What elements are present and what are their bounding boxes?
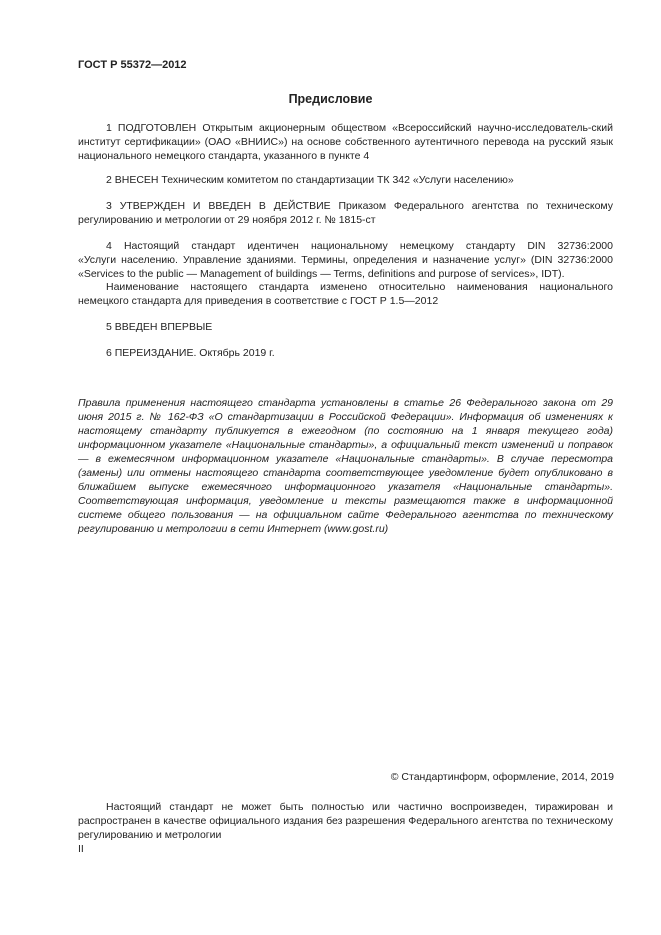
foreword-item-1: 1 ПОДГОТОВЛЕН Открытым акционерным обществом «Всероссийский научно-исследователь-ский институт сертификации» (ОАО «ВНИИС») на основе собственного аутентичного перевода на русский язык национального немецкого стандарта, указанного в пункте 4	[78, 122, 613, 162]
foreword-item-4-line-1: 4 Настоящий стандарт идентичен национальному немецкому стандарту DIN 32736:2000	[106, 240, 613, 252]
copyright-line: © Стандартинформ, оформление, 2014, 2019	[390, 771, 614, 783]
page-number: II	[78, 843, 84, 855]
foreword-item-6: 6 ПЕРЕИЗДАНИЕ. Октябрь 2019 г.	[106, 347, 275, 359]
foreword-item-4-rename: Наименование настоящего стандарта изменено относительно наименования национального немецкого стандарта для приведения в соответствие с ГОСТ Р 1.5—2012	[78, 281, 613, 307]
document-code: ГОСТ Р 55372—2012	[78, 59, 187, 71]
foreword-item-4-line-3: «Services to the public — Management of buildings — Terms, definitions and purpose of services», IDT).	[78, 268, 565, 280]
foreword-item-3: 3 УТВЕРЖДЕН И ВВЕДЕН В ДЕЙСТВИЕ Приказом Федерального агентства по техническому регулированию и метрологии от 29 ноября 2012 г. № 1815-ст	[78, 200, 613, 226]
page-title: Предисловие	[288, 92, 373, 106]
application-rules-note: Правила применения настоящего стандарта установлены в статье 26 Федерального закона от 29 июня 2015 г. № 162-ФЗ «О стандартизации в Российской Федерации». Информация об изменениях к настоящему стандарту публикуется в ежегодном (по состоянию на 1 января текущего года) информационном указателе «Национальные стандарты», а официальный текст изменений и поправок — в ежемесячном информационном указателе «Национальные стандарты». В случае пересмотра (замены) или отмены настоящего стандарта соответствующее уведомление будет опубликовано в ближайшем выпуске ежемесячного информационного указателя «Национальные стандарты». Соответствующая информация, уведомление и тексты размещаются также в информационной системе общего пользования — на официальном сайте Федерального агентства по техническому регулированию и метрологии в сети Интернет (www.gost.ru)	[78, 397, 613, 535]
foreword-item-5: 5 ВВЕДЕН ВПЕРВЫЕ	[106, 321, 213, 333]
foreword-item-2: 2 ВНЕСЕН Техническим комитетом по стандартизации ТК 342 «Услуги населению»	[106, 174, 514, 186]
foreword-item-4-line-2: «Услуги населению. Управление зданиями. Термины, определения и назначение услуг» (DIN 32736:2000	[78, 254, 613, 266]
reproduction-notice: Настоящий стандарт не может быть полностью или частично воспроизведен, тиражирован и распространен в качестве официального издания без разрешения Федерального агентства по техническому регулированию и метрологии	[78, 801, 613, 841]
foreword-item-4	[78, 239, 613, 281]
